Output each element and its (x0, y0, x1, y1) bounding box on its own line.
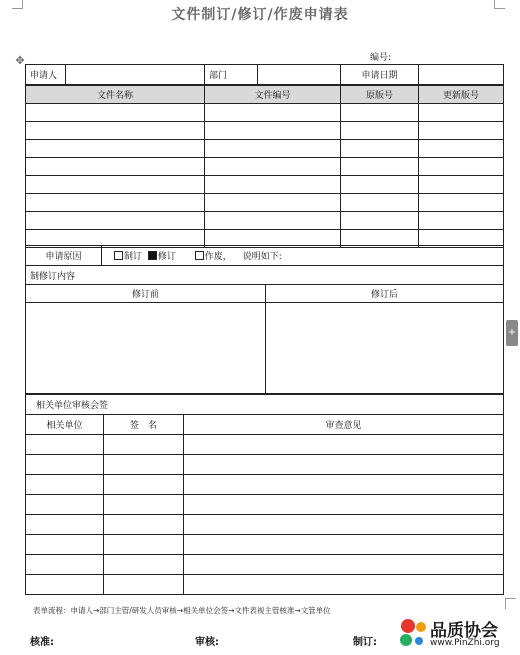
file-cell[interactable] (26, 158, 205, 176)
table-row (26, 122, 504, 140)
checkbox-icon[interactable] (195, 251, 204, 260)
file-cell[interactable] (419, 140, 504, 158)
logo-mark-icon (396, 614, 430, 650)
form-table (25, 64, 504, 85)
form-title: 文件制订/修订/作废申请表 (171, 7, 349, 23)
review-cell[interactable] (26, 435, 104, 455)
file-cell[interactable] (341, 158, 419, 176)
table-row (26, 194, 504, 212)
option-create[interactable]: 制订 (114, 252, 142, 262)
pinzhi-logo (396, 614, 518, 654)
review-cell[interactable] (184, 555, 504, 575)
option-revise[interactable]: 修订 (148, 252, 176, 262)
file-cell[interactable] (341, 104, 419, 122)
reason-note: 说明如下: (242, 252, 282, 262)
table-row (26, 140, 504, 158)
file-name-header: 文件名称 (26, 86, 205, 104)
reason-row (26, 246, 504, 266)
page-corner-mark (505, 598, 516, 609)
apply-date-label: 申请日期 (341, 65, 419, 85)
review-section-label: 相关单位审核会签 (26, 395, 504, 415)
logo-url: www.PinZhi.org (430, 638, 500, 648)
review-cell[interactable] (184, 435, 504, 455)
applicant-row (26, 65, 504, 85)
file-cell[interactable] (26, 122, 205, 140)
file-cell[interactable] (341, 194, 419, 212)
review-cell[interactable] (104, 575, 184, 595)
file-cell[interactable] (205, 140, 341, 158)
approve-label: 核准: (30, 637, 54, 648)
review-cell[interactable] (184, 475, 504, 495)
review-cell[interactable] (184, 575, 504, 595)
review-cell[interactable] (26, 555, 104, 575)
table-row (26, 455, 504, 475)
file-cell[interactable] (419, 104, 504, 122)
checkbox-icon[interactable] (114, 251, 123, 260)
prepare-label: 制订: (353, 637, 377, 648)
content-header-row (26, 285, 504, 303)
review-cell[interactable] (104, 455, 184, 475)
new-version-header: 更新版号 (419, 86, 504, 104)
original-version-header: 原版号 (341, 86, 419, 104)
option-void[interactable]: 作废， (195, 252, 232, 262)
file-number-header: 文件编号 (205, 86, 341, 104)
file-cell[interactable] (26, 212, 205, 230)
table-row (26, 158, 504, 176)
review-cell[interactable] (104, 435, 184, 455)
file-cell[interactable] (419, 158, 504, 176)
logo-name: 品质协会 (430, 621, 498, 641)
applicant-label: 申请人 (26, 65, 66, 85)
review-cell[interactable] (26, 515, 104, 535)
review-table (25, 394, 504, 595)
review-cell[interactable] (26, 475, 104, 495)
review-cell[interactable] (104, 515, 184, 535)
table-row (26, 435, 504, 455)
file-cell[interactable] (205, 212, 341, 230)
review-cell[interactable] (184, 455, 504, 475)
form-flow-text: 表单流程：申请人→部门主管/研发人员审核→相关单位会签→文件表视主管核准→文管单位 (33, 606, 331, 615)
review-label-row (26, 395, 504, 415)
content-body-row (26, 303, 504, 394)
file-cell[interactable] (341, 212, 419, 230)
table-row (26, 176, 504, 194)
file-cell[interactable] (341, 140, 419, 158)
file-cell[interactable] (26, 140, 205, 158)
table-row (26, 495, 504, 515)
table-row (26, 475, 504, 495)
review-cell[interactable] (26, 455, 104, 475)
content-table (25, 284, 504, 394)
file-cell[interactable] (419, 176, 504, 194)
review-cell[interactable] (104, 555, 184, 575)
review-header-row (26, 415, 504, 435)
after-revision-field[interactable] (266, 303, 504, 394)
file-cell[interactable] (26, 176, 205, 194)
reason-table (25, 245, 504, 285)
file-table-header (26, 86, 504, 104)
file-cell[interactable] (419, 194, 504, 212)
table-row (26, 515, 504, 535)
content-label-row (26, 266, 504, 285)
reason-options (102, 246, 504, 266)
before-revision-header: 修订前 (26, 285, 266, 303)
file-cell[interactable] (205, 158, 341, 176)
review-cell[interactable] (26, 575, 104, 595)
review-cell[interactable] (104, 475, 184, 495)
table-row (26, 575, 504, 595)
review-cell[interactable] (26, 495, 104, 515)
document-number-label: 编号: (370, 53, 392, 63)
content-label: 制修订内容 (26, 266, 504, 285)
department-field[interactable] (258, 65, 341, 85)
side-expand-tab[interactable]: + (506, 320, 518, 346)
reason-label: 申请原因 (26, 246, 102, 266)
review-cell[interactable] (104, 495, 184, 515)
table-row (26, 212, 504, 230)
apply-date-field[interactable] (419, 65, 504, 85)
checkbox-icon[interactable] (148, 251, 157, 260)
file-cell[interactable] (419, 122, 504, 140)
before-revision-field[interactable] (26, 303, 266, 394)
after-revision-header: 修订后 (266, 285, 504, 303)
review-label: 审核: (195, 637, 219, 648)
review-cell[interactable] (26, 535, 104, 555)
file-cell[interactable] (341, 176, 419, 194)
review-opinion-header: 审查意见 (184, 415, 504, 435)
file-cell[interactable] (205, 122, 341, 140)
review-cell[interactable] (104, 535, 184, 555)
signature-header: 签 名 (104, 415, 184, 435)
table-row (26, 555, 504, 575)
file-cell[interactable] (26, 104, 205, 122)
file-cell[interactable] (419, 212, 504, 230)
file-cell[interactable] (26, 194, 205, 212)
department-label: 部门 (205, 65, 258, 85)
table-move-handle-icon[interactable]: ✥ (15, 54, 25, 67)
file-table (25, 85, 504, 248)
file-cell[interactable] (205, 176, 341, 194)
table-row (26, 535, 504, 555)
related-unit-header: 相关单位 (26, 415, 104, 435)
review-cell[interactable] (184, 495, 504, 515)
applicant-field[interactable] (66, 65, 205, 85)
review-cell[interactable] (184, 535, 504, 555)
review-cell[interactable] (184, 515, 504, 535)
table-row (26, 104, 504, 122)
file-cell[interactable] (205, 104, 341, 122)
file-cell[interactable] (205, 194, 341, 212)
file-cell[interactable] (341, 122, 419, 140)
